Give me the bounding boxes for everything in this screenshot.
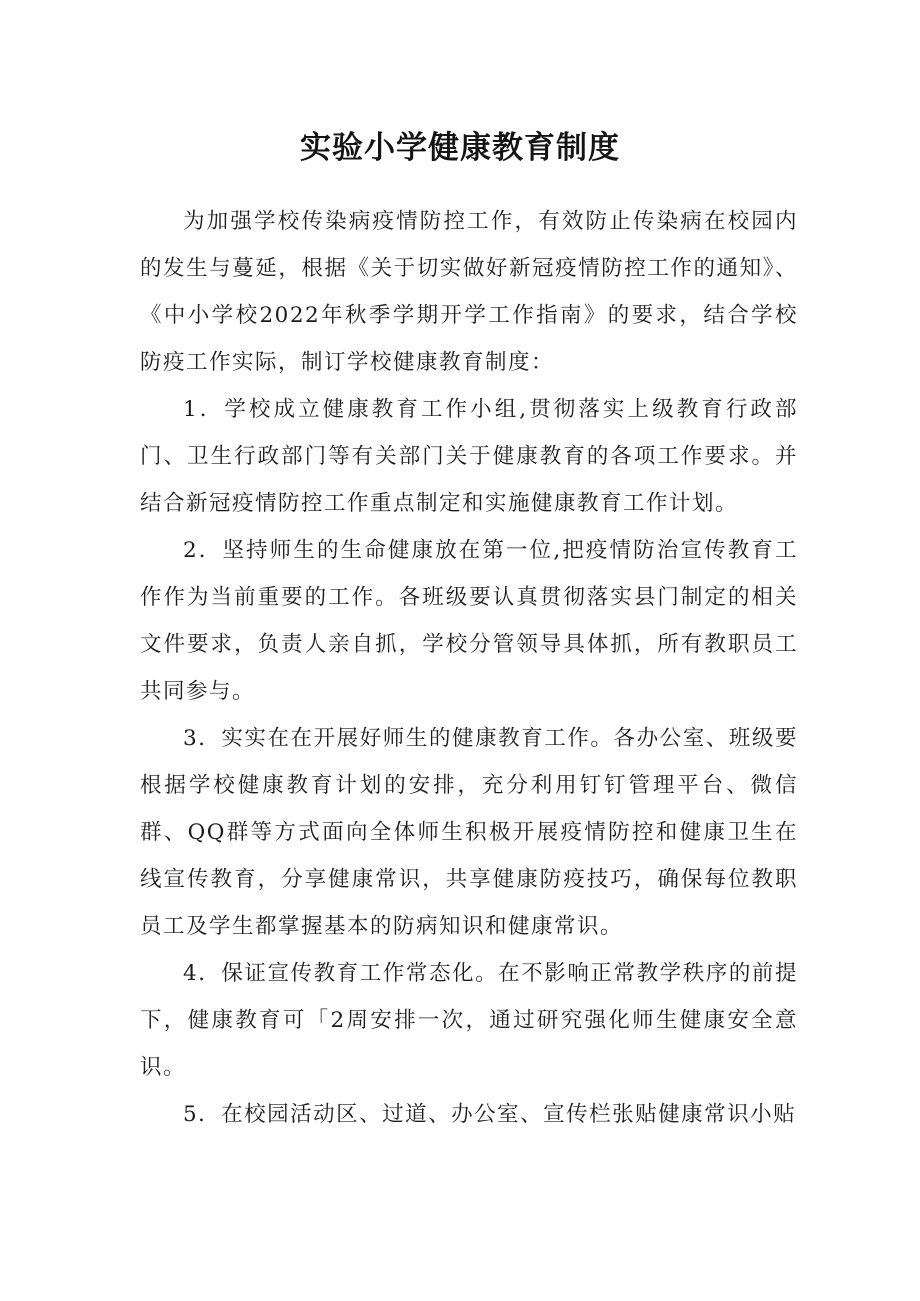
item-4-paragraph: 4．保证宣传教育工作常态化。在不影响正常教学秩序的前提下，健康教育可「2周安排一次，通过研究强化师生健康安全意识。: [140, 961, 798, 1080]
item-5-paragraph: 5．在校园活动区、过道、办公室、宣传栏张贴健康常识小贴: [183, 1102, 797, 1127]
document-title: 实验小学健康教育制度: [300, 130, 620, 166]
item-2-paragraph: 2．坚持师生的生命健康放在第一位,把疫情防治宣传教育工作作为当前重要的工作。各班级要认真贯彻落实县门制定的相关文件要求，负责人亲自抓，学校分管领导具体抓，所有教职员工共同参与。: [140, 538, 798, 704]
item-1-paragraph: 1．学校成立健康教育工作小组,贯彻落实上级教育行政部门、卫生行政部门等有关部门关于健康教育的各项工作要求。并结合新冠疫情防控工作重点制定和实施健康教育工作计划。: [140, 397, 798, 516]
intro-paragraph: 为加强学校传染病疫情防控工作，有效防止传染病在校园内的发生与蔓延，根据《关于切实做好新冠疫情防控工作的通知》、《中小学校2022年秋季学期开学工作指南》的要求，结合学校防疫工作实际，制订学校健康教育制度：: [140, 209, 798, 375]
item-3-paragraph: 3．实实在在开展好师生的健康教育工作。各办公室、班级要根据学校健康教育计划的安排，充分利用钉钉管理平台、微信群、QQ群等方式面向全体师生积极开展疫情防控和健康卫生在线宣传教育，分享健康常识，共享健康防疫技巧，确保每位教职员工及学生都掌握基本的防病知识和健康常识。: [140, 726, 798, 939]
document-body: [140, 198, 798, 1138]
